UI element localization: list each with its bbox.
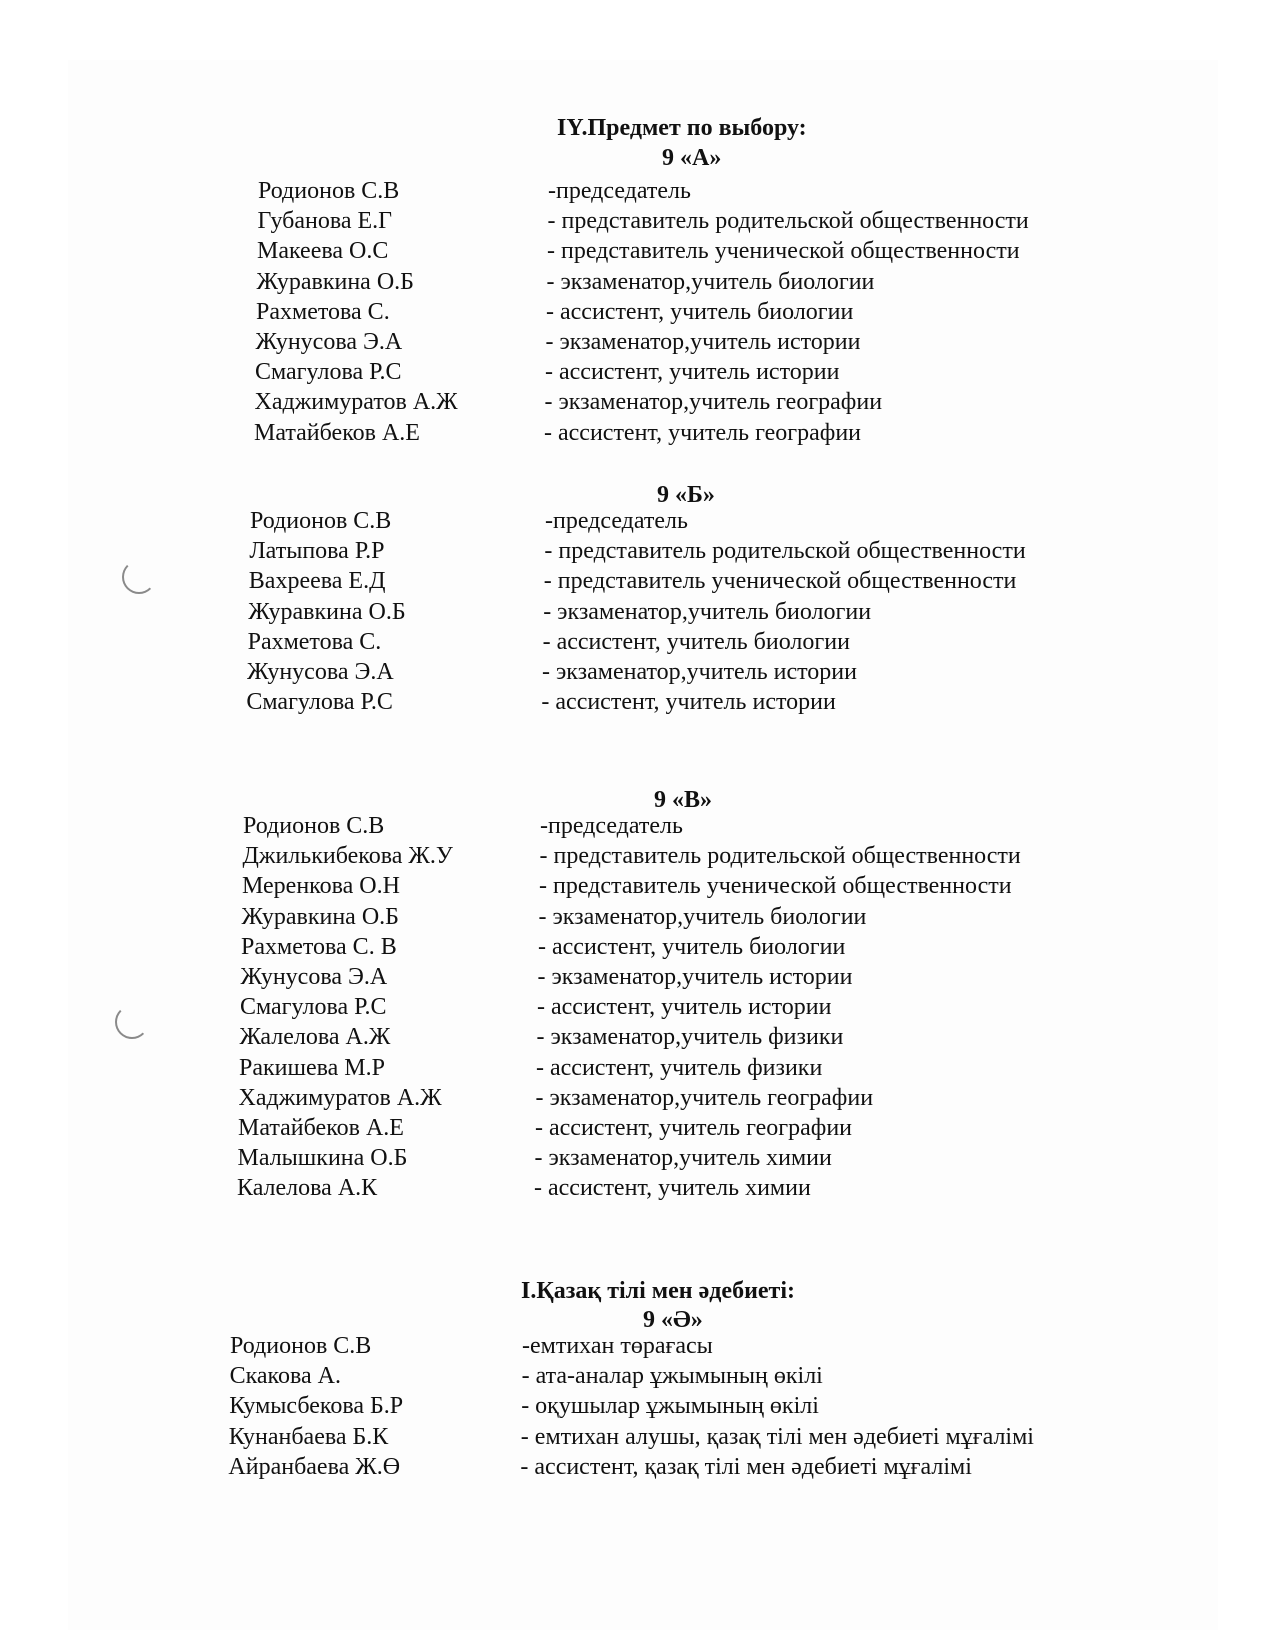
- member-row: [247, 657, 1217, 687]
- member-role: - ассистент, учитель истории: [541, 689, 836, 716]
- member-role: - представитель родительской общественности: [547, 208, 1029, 235]
- member-role: - оқушылар ұжымының өкілі: [521, 1393, 819, 1420]
- member-name: Меренкова О.Н: [242, 873, 400, 900]
- member-name: Малышкина О.Б: [237, 1145, 408, 1172]
- member-role: - ассистент, учитель истории: [545, 359, 840, 386]
- member-role: - ассистент, учитель географии: [535, 1115, 853, 1141]
- member-name: Калелова А.К: [237, 1175, 378, 1202]
- member-role: - экзаменатор,учитель биологии: [543, 598, 872, 625]
- member-name: Рахметова С. В: [241, 933, 397, 960]
- member-row: [249, 566, 1219, 596]
- member-role: - представитель ученической общественности: [547, 238, 1020, 265]
- member-name: Кунанбаева Б.К: [228, 1423, 389, 1450]
- member-name: Родионов С.В: [250, 508, 392, 534]
- member-role: - представитель ученической общественности: [543, 568, 1017, 595]
- member-row: [230, 1361, 1220, 1391]
- member-row: [238, 1143, 1215, 1173]
- member-name: Родионов С.В: [243, 813, 385, 839]
- member-name: Латыпова Р.Р: [249, 538, 385, 565]
- member-row: [254, 418, 1216, 448]
- section-title: IY.Предмет по выбору:: [557, 115, 807, 141]
- member-name: Рахметова С.: [247, 628, 382, 655]
- member-name: Жалелова А.Ж: [239, 1024, 391, 1051]
- member-role: -емтихан төрағасы: [522, 1333, 713, 1359]
- member-role: - экзаменатор,учитель истории: [542, 659, 857, 685]
- member-row: [258, 206, 1220, 236]
- member-name: Айранбаева Ж.Ө: [228, 1453, 401, 1480]
- member-name: Ракишева М.Р: [239, 1054, 385, 1081]
- member-role: - ассистент, учитель географии: [544, 419, 862, 446]
- member-row: [229, 1422, 1219, 1452]
- member-role: - представитель родительской общественности: [544, 538, 1026, 565]
- member-role: -председатель: [548, 178, 691, 204]
- member-row: [255, 387, 1217, 417]
- member-row: [258, 176, 1220, 206]
- member-role: -председатель: [540, 813, 683, 839]
- class-label: 9 «Б»: [657, 482, 715, 508]
- member-row: [246, 687, 1216, 717]
- member-row: [242, 902, 1219, 932]
- member-role: - ассистент, учитель химии: [534, 1175, 811, 1202]
- member-name: Хаджимуратов А.Ж: [254, 389, 458, 416]
- member-name: Родионов С.В: [230, 1333, 372, 1359]
- class-label: 9 «А»: [662, 145, 722, 171]
- member-role: - ассистент, учитель биологии: [538, 933, 846, 960]
- member-name: Вахреева Е.Д: [248, 568, 386, 595]
- member-name: Журавкина О.Б: [256, 268, 414, 295]
- member-row: [239, 1053, 1216, 1083]
- member-role: - экзаменатор,учитель истории: [537, 964, 853, 990]
- hole-punch-mark: [115, 1005, 149, 1039]
- member-role: - ассистент, учитель биологии: [546, 298, 854, 325]
- member-role: - представитель ученической общественности: [539, 873, 1012, 900]
- member-row: [248, 627, 1218, 657]
- hole-punch-mark: [122, 560, 156, 594]
- section-title: I.Қазақ тілі мен әдебиеті:: [521, 1278, 796, 1304]
- member-row: [248, 597, 1218, 627]
- member-role: - экзаменатор,учитель биологии: [546, 268, 875, 295]
- member-row: [228, 1452, 1218, 1482]
- member-row: [243, 841, 1220, 871]
- member-row: [257, 267, 1219, 297]
- member-role: - экзаменатор,учитель истории: [545, 329, 861, 355]
- member-row: [255, 357, 1217, 387]
- member-name: Рахметова С.: [256, 298, 390, 325]
- member-name: Журавкина О.Б: [241, 903, 399, 930]
- member-name: Макеева О.С: [257, 238, 389, 265]
- member-row: [239, 1083, 1216, 1113]
- member-row: [241, 962, 1218, 992]
- member-row: [256, 327, 1218, 357]
- member-row: [230, 1331, 1220, 1361]
- member-role: -председатель: [545, 508, 688, 534]
- member-name: Скакова А.: [229, 1363, 341, 1390]
- member-role: - представитель родительской общественности: [539, 843, 1021, 870]
- member-name: Матайбеков А.Е: [254, 419, 420, 446]
- member-name: Смагулова Р.С: [246, 689, 393, 716]
- member-name: Смагулова Р.С: [240, 994, 387, 1021]
- member-row: [243, 811, 1220, 841]
- member-row: [256, 297, 1218, 327]
- member-row: [250, 506, 1220, 536]
- member-row: [240, 1022, 1217, 1052]
- member-role: - емтихан алушы, қазақ тілі мен әдебиеті мұғалімі: [520, 1423, 1034, 1450]
- member-name: Матайбеков А.Е: [238, 1115, 404, 1141]
- member-name: Родионов С.В: [258, 178, 400, 204]
- class-label: 9 «В»: [654, 787, 713, 813]
- member-name: Хаджимуратов А.Ж: [238, 1084, 442, 1111]
- member-role: - ассистент, учитель физики: [536, 1054, 823, 1081]
- member-name: Жунусова Э.А: [247, 659, 394, 685]
- member-role: - ассистент, қазақ тілі мен әдебиеті мұғалімі: [520, 1453, 972, 1480]
- member-row: [242, 871, 1219, 901]
- member-row: [241, 932, 1218, 962]
- member-role: - ата-аналар ұжымының өкілі: [521, 1363, 823, 1390]
- member-row: [257, 236, 1219, 266]
- member-name: Джилькибекова Ж.У: [242, 843, 453, 870]
- member-name: Жунусова Э.А: [240, 964, 388, 990]
- class-label: 9 «Ә»: [643, 1307, 703, 1333]
- member-role: - экзаменатор,учитель географии: [544, 389, 883, 416]
- member-role: - экзаменатор,учитель географии: [535, 1084, 874, 1111]
- member-row: [249, 536, 1219, 566]
- member-name: Смагулова Р.С: [255, 359, 402, 386]
- member-name: Губанова Е.Г: [257, 208, 393, 235]
- member-role: - экзаменатор,учитель химии: [534, 1145, 832, 1172]
- member-row: [238, 1113, 1215, 1143]
- member-name: Жунусова Э.А: [255, 329, 403, 355]
- member-name: Кумысбекова Б.Р: [229, 1393, 404, 1420]
- member-role: - ассистент, учитель биологии: [542, 628, 850, 655]
- member-role: - экзаменатор,учитель физики: [536, 1024, 844, 1051]
- member-name: Журавкина О.Б: [248, 598, 406, 625]
- member-role: - экзаменатор,учитель биологии: [538, 903, 867, 930]
- member-row: [237, 1173, 1214, 1203]
- member-row: [229, 1391, 1219, 1421]
- member-row: [240, 992, 1217, 1022]
- member-role: - ассистент, учитель истории: [537, 994, 832, 1021]
